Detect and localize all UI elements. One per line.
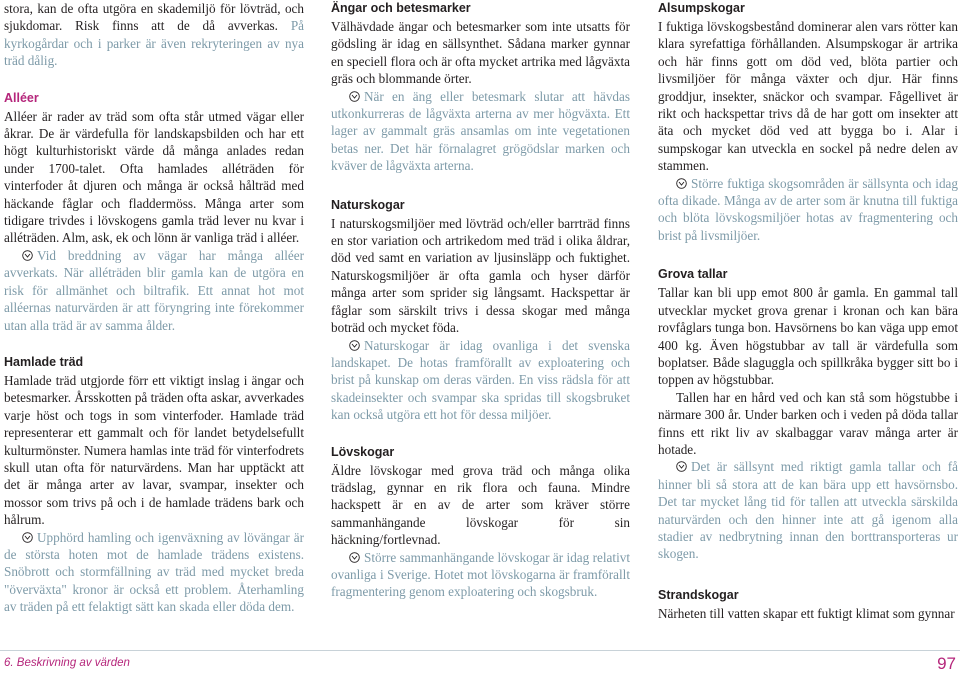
footer-section-title: 6. Beskrivning av värden [4,657,130,669]
section-body-naturskogar: I naturskogsmiljöer med lövträd och/eller barrträd finns en stor variation och artrikedom med träd i olika åldrar, död ved samt en variation av ljusinsläpp och fuktighet. Naturskogsmiljöer är ofta gamla och hyser därför många arter som sprider sig långsamt. Hackspettar är fåglar som särskilt trivs i dessa skogar med många boträd och mycket föda. [331,215,630,336]
arrow-down-circle-icon [22,250,33,261]
arrow-down-circle-icon [349,91,360,102]
threat-paragraph-naturskogar [331,337,630,424]
threat-paragraph-lovskogar [331,549,630,601]
arrow-down-circle-icon [676,178,687,189]
column-1 [4,0,304,616]
intro-paragraph [4,0,304,70]
arrow-down-circle-icon [676,461,687,472]
threat-text-angar: När en äng eller betesmark slutar att hävdas utkonkurreras de lågväxta arterna av mer högväxta. Ett lager av gammalt gräs ansamlas om inte vegetationen betas ner. Det här förnalagret grögödslar marken och kväver de lågväxta arterna. [331,88,630,174]
threat-paragraph-hamlade [4,529,304,616]
threat-text-alleer: Vid breddning av vägar har många alléer avverkats. När alléträden blir gamla kan de utgöra en risk för allmänhet och biltrafik. Ett annat hot mot alléernas naturvärden är att föryngring inte förekommer utan alla träd är av samma ålder. [4,247,304,333]
threat-paragraph-alsumpskogar [658,175,958,245]
section-heading-strandskogar: Strandskogar [658,587,739,602]
column-2 [331,0,630,601]
threat-text-grova-tallar: Det är sällsynt med riktigt gamla tallar och få hinner bli så stora att de kan bära upp ett havsörnsbo. Det tar mycket lång tid för tallen att utveckla särskilda naturvärden och den hinner inte att gå igenom alla stadier av nedbrytning innan den borttransporteras ur skogen. [658,459,958,562]
column-3 [658,0,958,622]
section-body-grova-tallar-1: Tallar kan bli upp emot 800 år gamla. En gammal tall utvecklar mycket grova grenar i kronan och kan bära rovfåglars tunga bon. Havsörnens bo kan väga upp emot 400 kg. Även högstubbar av tall är värdefulla som boplatser. Både slaguggla och spillkråka bygger sitt bo i toppen av högstubbar. [658,285,958,388]
threat-text-lovskogar: Större sammanhängande lövskogar är idag relativt ovanliga i Sverige. Hotet mot lövskogarna är framförallt fragmentering genom exploatering och skogsbruk. [331,549,630,600]
threat-paragraph-grova-tallar [658,458,958,562]
section-body-grova-tallar-2: Tallen har en hård ved och kan stå som högstubbe i närmare 300 år. Under barken och i veden på döda tallar finns ett rikt liv av skalbaggar varav många arter är hotade. [658,389,958,457]
threat-paragraph-angar [331,88,630,175]
threat-paragraph-alleer [4,247,304,334]
section-heading-naturskogar: Naturskogar [331,197,405,212]
intro-text: stora, kan de ofta utgöra en skademiljö för lövträd, och sjukdomar. Risk finns att de då avverkas. [4,1,304,34]
section-body-strandskogar: Närheten till vatten skapar ett fuktigt klimat som gynnar [658,605,955,621]
section-heading-grova-tallar: Grova tallar [658,267,728,282]
threat-text-alsumpskogar: Större fuktiga skogsområden är sällsynta och idag ofta dikade. Många av de arter som är knutna till fuktiga och blöta lövskogsmiljöer hotas av fragmentering och brist på livsmiljöer. [658,175,958,243]
section-heading-alleer: Alléer [4,90,39,105]
section-body-alleer: Alléer är rader av träd som ofta står utmed vägar eller åkrar. De är värdefulla för landskapsbilden och har ett högt kulturhistoriskt värde då många anlades redan under 1700-talet. Ofta hamlades alléträden för vinterfoder åt djuren och många är också hålträd med häckande fåglar och fladdermöss. Många arter som tidigare trivdes i lövskogens gamla träd lever nu kvar i alléträden. Alm, ask, ek och lönn är vanliga träd i alléer. [4,108,304,246]
section-heading-alsumpskogar: Alsumpskogar [658,1,745,15]
section-body-lovskogar: Äldre lövskogar med grova träd och många olika trädslag, gynnar en rik flora och fauna. Mindre hackspett är en av de arter som kräver större sammanhängande lövskogar för sin häckning/fortlevnad. [331,462,630,548]
section-body-alsumpskogar: I fuktiga lövskogsbestånd dominerar alen vars rötter kan klara syrefattiga förhållanden. Alsumpskogar är artrika och här finns gott om död ved, blöta partier och livsmiljöer för många växter och djur. Här finns groddjur, insekter, snäckor och svampar. Fågellivet är rikt och hackspettar trivs då de har gott om insekter att äta och mycket död ved att bygga bo i. Alar i sumpskogar kan utveckla en sockel på nedre delen av stammen. [658,19,958,174]
threat-text-naturskogar: Naturskogar är idag ovanliga i det svenska landskapet. De hotas framförallt av exploatering och brist på kunskap om deras värden. En viss rädsla för att skadeinsekter och svampar ska spridas till skogsbruket kan också utgöra ett hot för dessa miljöer. [331,337,630,423]
page-number: 97 [937,654,956,673]
intro-threat-text: På kyrkogårdar och i parker är även rekryteringen av nya träd dålig. [4,18,304,69]
section-body-hamlade: Hamlade träd utgjorde förr ett viktigt inslag i ängar och betesmarker. Årsskotten på träden ofta askar, avverkades varje höst och togs in som vinterfoder. Hamlade träd representerar ett gammalt och för landet betydelsefullt kulturmönster. Numera hamlas inte träd för vinterfodrets skull utan ofta för naturvärdens. Man har upptäckt att det är många arter av lavar, svampar, insekter och mossor som trivs på och i de hamlade trädens bark och hålrum. [4,372,304,528]
footer-divider [0,650,960,651]
section-body-angar: Välhävdade ängar och betesmarker som inte utsatts för gödsling är idag en sällsynthet. Sådana marker gynnar en speciell flora och är ofta mycket artrika med lågväxta gräs och blommande örter. [331,19,630,87]
arrow-down-circle-icon [22,532,33,543]
arrow-down-circle-icon [349,552,360,563]
section-heading-angar: Ängar och betesmarker [331,1,471,15]
section-heading-hamlade: Hamlade träd [4,354,84,369]
section-heading-lovskogar: Lövskogar [331,444,395,459]
arrow-down-circle-icon [349,340,360,351]
threat-text-hamlade: Upphörd hamling och igenväxning av lövängar är de största hoten mot de hamlade trädens existens. Snöbrott och stormfällning av träd med mycket breda "överväxta" kronor är också ett problem. Återhamling av träden på ett felaktigt sätt kan skada eller döda dem. [4,529,304,615]
